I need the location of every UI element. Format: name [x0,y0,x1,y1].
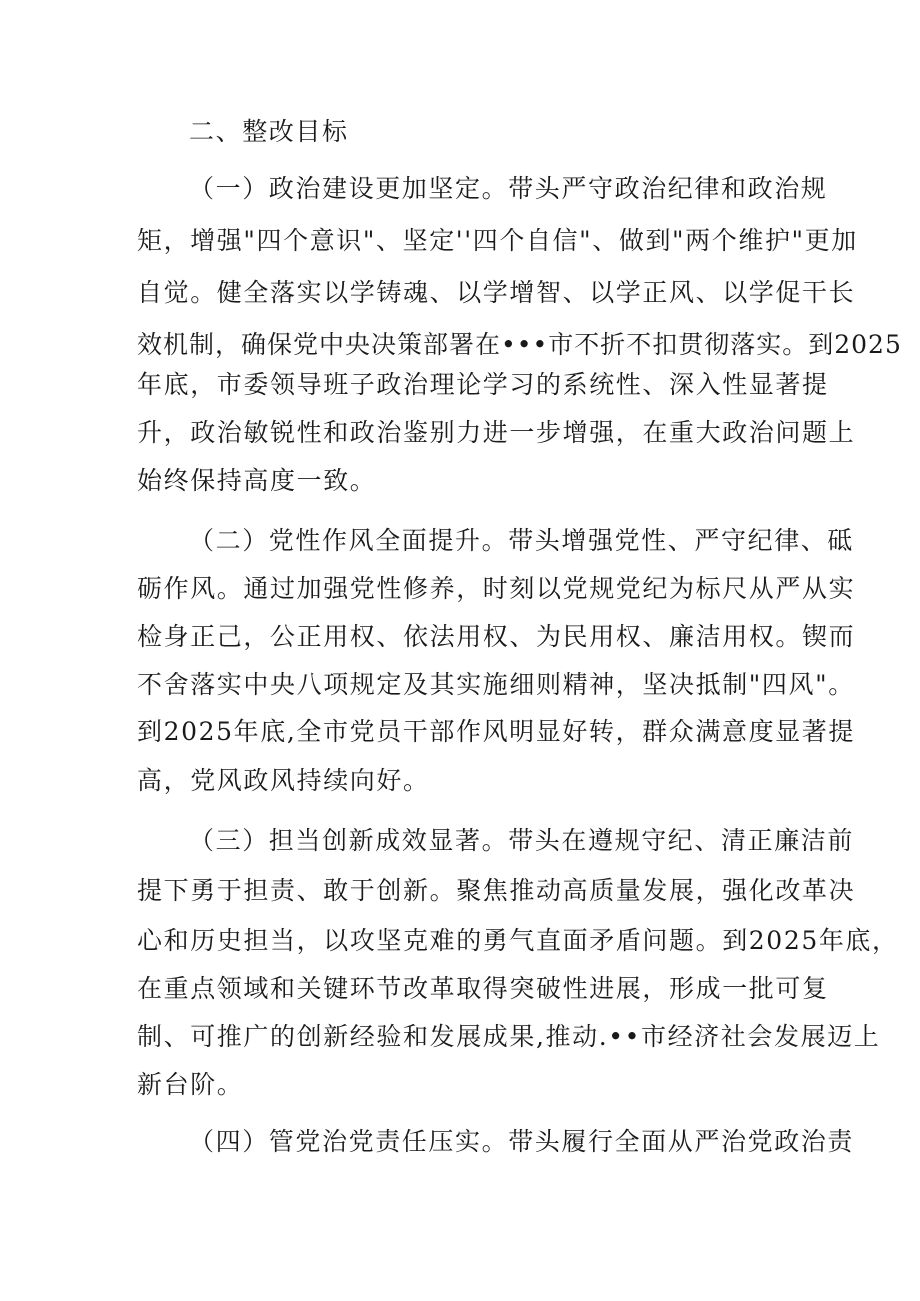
paragraph-4-line-1: （四）管党治党责任压实。带头履行全面从严治党政治责 [189,1127,855,1156]
paragraph-3-line-4: 在重点领域和关键环节改革取得突破性进展，形成一批可复 [137,974,829,1003]
paragraph-2-line-6: 高，党风政风持续向好。 [137,766,430,795]
paragraph-1-line-2: 矩，增强"四个意识"、坚定''四个自信"、做到"两个维护"更加 [137,226,858,255]
paragraph-3-line-5: 制、可推广的创新经验和发展成果,推动.••市经济社会发展迈上 [137,1022,881,1051]
paragraph-1-line-3: 自觉。健全落实以学铸魂、以学增智、以学正风、以学促干长 [137,278,856,307]
paragraph-2-line-4: 不舍落实中央八项规定及其实施细则精神，坚决抵制"四风"。 [137,670,855,699]
section-heading: 二、整改目标 [189,117,349,146]
paragraph-2-line-1: （二）党性作风全面提升。带头增强党性、严守纪律、砥 [189,526,855,555]
paragraph-1-line-1: （一）政治建设更加坚定。带头严守政治纪律和政治规 [189,174,828,203]
paragraph-3-line-2: 提下勇于担责、敢于创新。聚焦推动高质量发展，强化改革决 [137,876,856,905]
paragraph-1-line-6: 升，政治敏锐性和政治鉴别力进一步增强，在重大政治问题上 [137,418,856,447]
paragraph-3-line-3: 心和历史担当，以攻坚克难的勇气直面矛盾问题。到2025年底， [137,926,899,955]
paragraph-1-line-5: 年底，市委领导班子政治理论学习的系统性、深入性显著提 [137,370,829,399]
paragraph-2-line-3: 检身正己，公正用权、依法用权、为民用权、廉洁用权。锲而 [137,622,856,651]
paragraph-2-line-2: 砺作风。通过加强党性修养，时刻以党规党纪为标尺从严从实 [137,574,856,603]
paragraph-1-line-7: 始终保持高度一致。 [137,466,377,495]
paragraph-1-line-4: 效机制，确保党中央决策部署在•••市不折不扣贯彻落实。到2025 [137,330,902,359]
paragraph-3-line-1: （三）担当创新成效显著。带头在遵规守纪、清正廉洁前 [189,826,855,855]
paragraph-2-line-5: 到2025年底,全市党员干部作风明显好转，群众满意度显著提 [137,717,855,746]
paragraph-3-line-6: 新台阶。 [137,1070,244,1099]
